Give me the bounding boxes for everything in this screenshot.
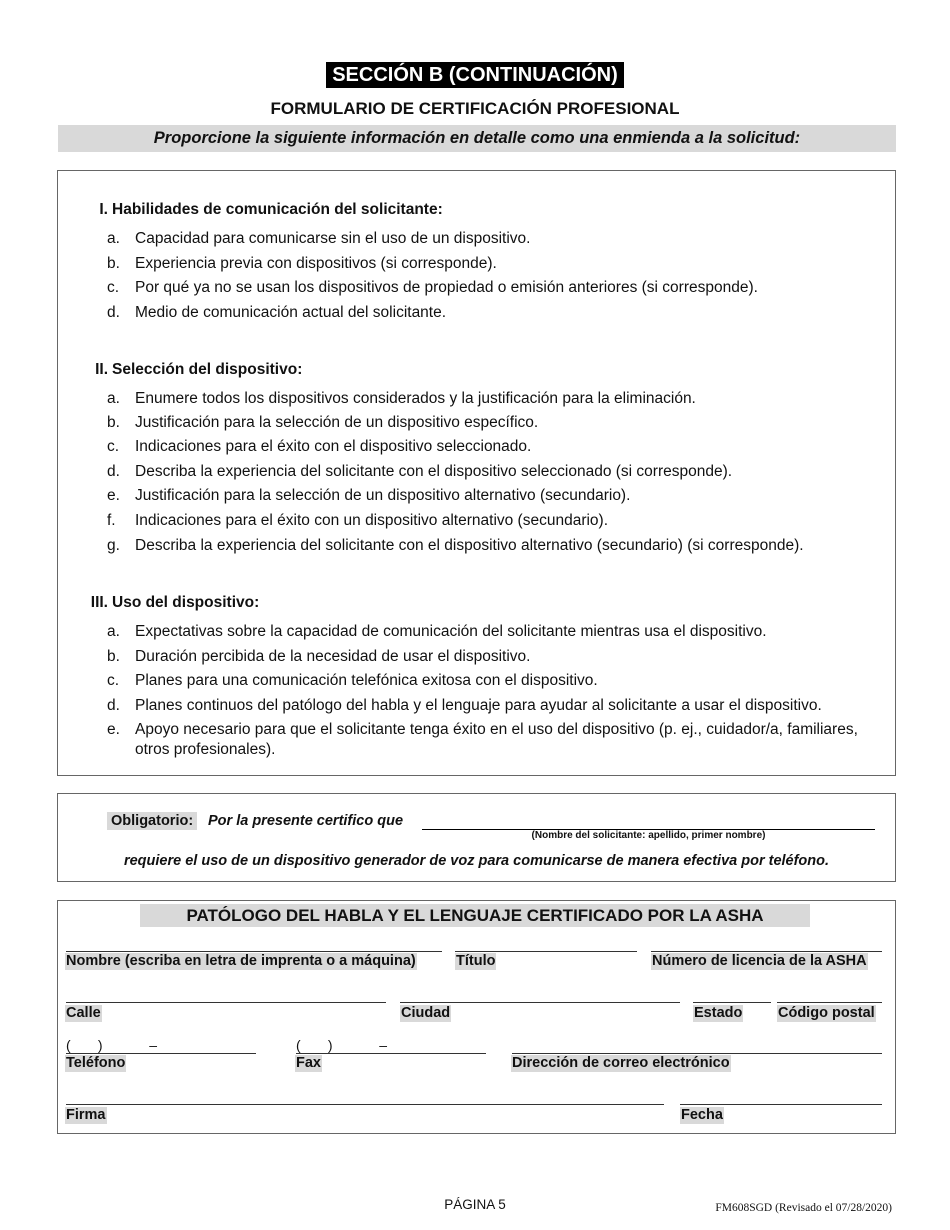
state-field[interactable] bbox=[693, 1002, 771, 1003]
license-label: Número de licencia de la ASHA bbox=[652, 953, 867, 969]
section-heading-1: I. Habilidades de comunicación del solicitante: bbox=[99, 201, 443, 218]
required-label: Obligatorio: bbox=[107, 812, 197, 830]
state-label: Estado bbox=[694, 1005, 743, 1021]
email-field[interactable] bbox=[512, 1053, 882, 1054]
section-title: SECCIÓN B (CONTINUACIÓN) bbox=[0, 64, 950, 87]
certification-statement: Por la presente certifico que bbox=[208, 813, 404, 829]
date-label: Fecha bbox=[681, 1107, 723, 1123]
fax-field[interactable] bbox=[296, 1053, 486, 1054]
applicant-name-note: (Nombre del solicitante: apellido, primer nombre) bbox=[531, 830, 766, 841]
section-heading-3: III. Uso del dispositivo: bbox=[90, 594, 260, 611]
title-field[interactable] bbox=[455, 951, 637, 952]
form-title: FORMULARIO DE CERTIFICACIÓN PROFESIONAL bbox=[270, 99, 680, 118]
email-label: Dirección de correo electrónico bbox=[512, 1055, 730, 1071]
city-label: Ciudad bbox=[401, 1005, 451, 1021]
fax-label: Fax bbox=[296, 1055, 321, 1071]
fax-template: ( ) – bbox=[296, 1037, 388, 1053]
phone-template: ( ) – bbox=[66, 1037, 158, 1053]
name-label: Nombre (escriba en letra de imprenta o a máquina) bbox=[66, 953, 416, 969]
date-field[interactable] bbox=[680, 1104, 882, 1105]
zip-field[interactable] bbox=[777, 1002, 882, 1003]
street-label: Calle bbox=[66, 1005, 101, 1021]
city-field[interactable] bbox=[400, 1002, 680, 1003]
slp-box bbox=[57, 900, 896, 1134]
instruction-banner: Proporcione la siguiente información en detalle como una enmienda a la solicitud: bbox=[58, 125, 896, 152]
phone-label: Teléfono bbox=[66, 1055, 126, 1071]
phone-field[interactable] bbox=[66, 1053, 256, 1054]
zip-label: Código postal bbox=[778, 1005, 875, 1021]
page-number: PÁGINA 5 bbox=[444, 1197, 506, 1212]
section-heading-2: II. Selección del dispositivo: bbox=[95, 361, 303, 378]
slp-title: PATÓLOGO DEL HABLA Y EL LENGUAJE CERTIFICADO POR LA ASHA bbox=[140, 904, 810, 927]
name-field[interactable] bbox=[66, 951, 442, 952]
license-field[interactable] bbox=[651, 951, 882, 952]
requirement-text: requiere el uso de un dispositivo generador de voz para comunicarse de manera efectiva por teléfono. bbox=[123, 853, 830, 869]
form-code: FM608SGD (Revisado el 07/28/2020) bbox=[715, 1202, 892, 1214]
street-field[interactable] bbox=[66, 1002, 386, 1003]
title-label: Título bbox=[456, 953, 496, 969]
signature-field[interactable] bbox=[66, 1104, 664, 1105]
signature-label: Firma bbox=[66, 1107, 106, 1123]
